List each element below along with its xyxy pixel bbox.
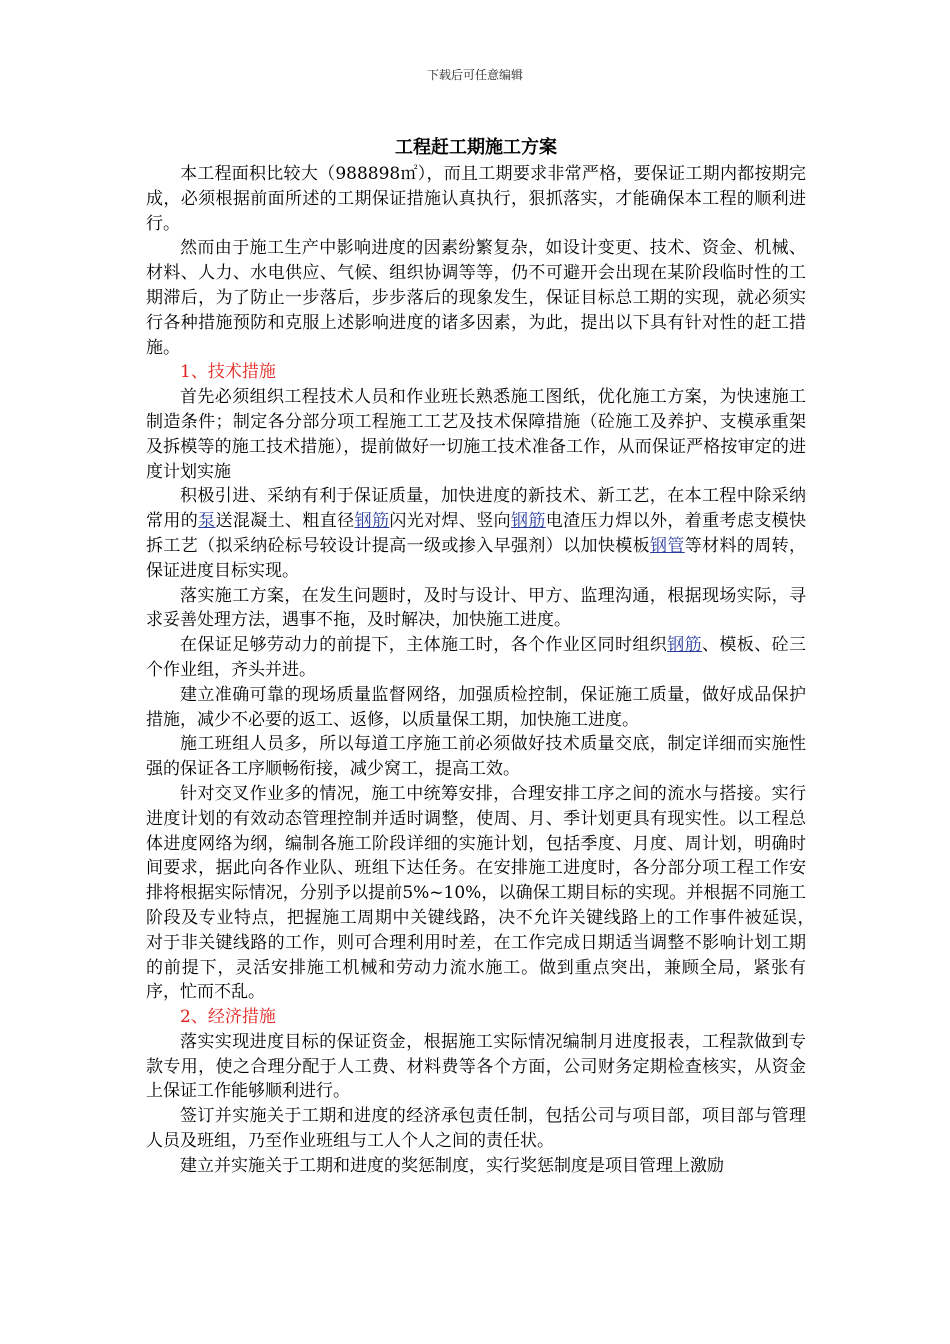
document-body (146, 134, 829, 1179)
paragraph-team: 施工班组人员多，所以每道工序施工前必须做好技术质量交底，制定详细而实施性强的保证各工序顺畅衔接，减少窝工，提高工效。 (146, 734, 806, 780)
paragraph-construction-plan: 落实施工方案，在发生问题时，及时与设计、甲方、监理沟通，根据现场实际，寻求妥善处理方法，遇事不拖，及时解决，加快施工进度。 (146, 585, 806, 631)
link-rebar[interactable]: 钢筋 (354, 511, 390, 532)
section-heading-technical: 1、技术措施 (180, 362, 276, 383)
link-rebar-2[interactable]: 钢筋 (510, 511, 546, 532)
text-segment: 积极引进、采纳有利于保证质量，加快进度的新技术、新工艺，在本工程中除采纳常用的 (146, 486, 806, 532)
text-segment: 等材料的周转，保证进度目标实现。 (146, 535, 807, 581)
paragraph-technical-prep: 首先必须组织工程技术人员和作业班长熟悉施工图纸，优化施工方案，为快速施工制造条件；制定各分部分项工程施工工艺及技术保障措施（砼施工及养护、支模承重架及拆模等的施工技术措施），提前做好一切施工技术准备工作，从而保证严格按审定的进度计划实施 (146, 387, 806, 482)
text-segment: 闪光对焊、竖向 (389, 511, 511, 532)
paragraph-intro: 本工程面积比较大（988898㎡），而且工期要求非常严格，要保证工期内都按期完成，必须根据前面所述的工期保证措施认真执行，狠抓落实，才能确保本工程的顺利进行。 (146, 164, 806, 234)
link-pump[interactable]: 泵 (198, 511, 216, 532)
header-note: 下载后可任意编辑 (426, 68, 523, 82)
paragraph-funds: 落实实现进度目标的保证资金，根据施工实际情况编制月进度报表，工程款做到专款专用，使之合理分配于人工费、材料费等各个方面，公司财务定期检查核实，从资金上保证工作能够顺利进行。 (146, 1031, 806, 1102)
link-steel-pipe[interactable]: 钢管 (649, 535, 685, 556)
paragraph-factors: 然而由于施工生产中影响进度的因素纷繁复杂，如设计变更、技术、资金、机械、材料、人力、水电供应、气候、组织协调等等，仍不可避开会出现在某阶段临时性的工期滞后，为了防止一步落后，步步落后的现象发生，保证目标总工期的实现，就必须实行各种措施预防和克服上述影响进度的诸多因素，为此，提出以下具有针对性的赶工措施。 (146, 238, 806, 358)
paragraph-contract: 签订并实施关于工期和进度的经济承包责任制，包括公司与项目部，项目部与管理人员及班组，乃至作业班组与工人个人之间的责任状。 (146, 1106, 806, 1152)
text-segment: 送混凝土、粗直径 (215, 511, 355, 532)
paragraph-rewards: 建立并实施关于工期和进度的奖惩制度，实行奖惩制度是项目管理上激励 (180, 1155, 724, 1176)
paragraph-new-tech (146, 484, 806, 583)
paragraph-quality: 建立准确可靠的现场质量监督网络，加强质检控制，保证施工质量，做好成品保护措施，减少不必要的返工、返修，以质量保工期，加快施工进度。 (146, 684, 806, 730)
paragraph-labor (146, 633, 806, 683)
text-segment: 、模板、砼三个作业组，齐头并进。 (146, 635, 807, 680)
document-title: 工程赶工期施工方案 (395, 137, 557, 158)
text-segment: 电渣压力焊以外，着重考虑支模快拆工艺（拟采纳砼标号较设计提高一级或掺入早强剂）以加快模板 (146, 511, 807, 556)
text-segment: 在保证足够劳动力的前提下，主体施工时，各个作业区同时组织 (180, 635, 668, 656)
section-heading-economic: 2、经济措施 (180, 1007, 276, 1028)
paragraph-scheduling: 针对交叉作业多的情况，施工中统筹安排，合理安排工序之间的流水与搭接。实行进度计划的有效动态管理控制并适时调整，使周、月、季计划更具有现实性。以工程总体进度网络为纲，编制各施工阶段详细的实施计划，包括季度、月度、周计划，明确时间要求，据此向各作业队、班组下达任务。在安排施工进度时，各分部分项工程工作安排将根据实际情况，分别予以提前5%~10%，以确保工期目标的实现。并根据不同施工阶段及专业特点，把握施工周期中关键线路，决不允许关键线路上的工作事件被延误， 对于非关键线路的工作，则可合理利用时差，在工作完成日期适当调整不影响计划工期的前提下，灵活安排施工机械和劳动力流水施工。做到重点突出，兼顾全局，紧张有序，忙而不乱。 (146, 783, 829, 1003)
link-rebar-3[interactable]: 钢筋 (667, 635, 703, 656)
